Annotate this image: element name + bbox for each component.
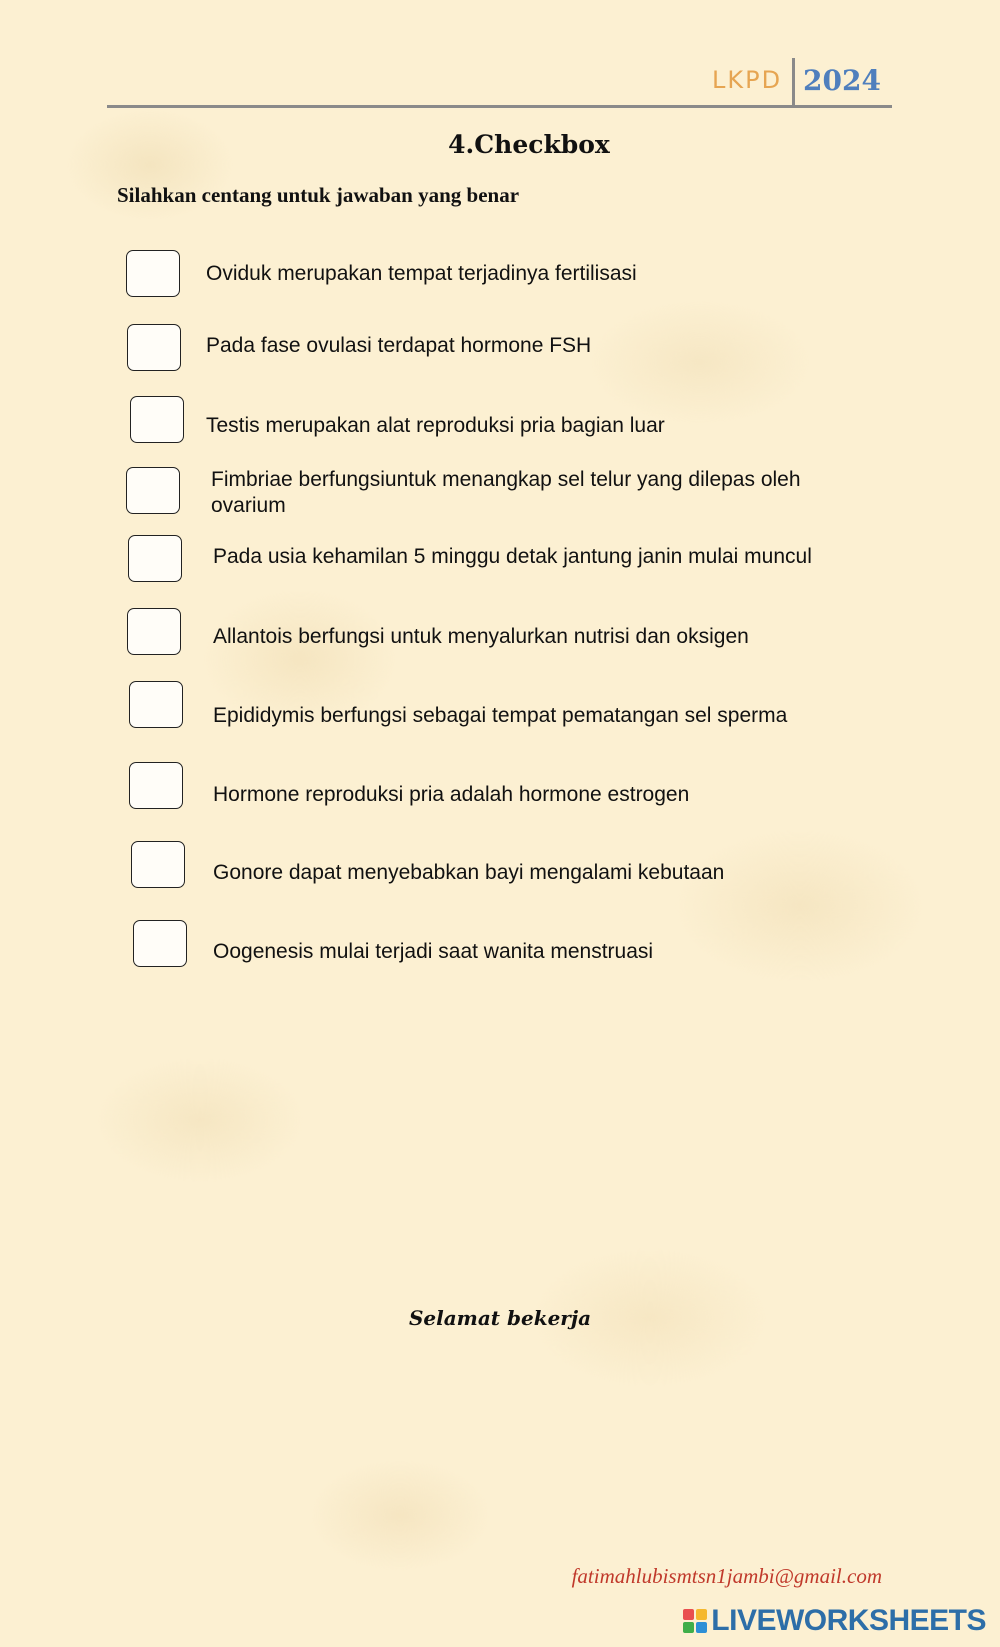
statement-text: Testis merupakan alat reproduksi pria bagian luar bbox=[206, 414, 665, 437]
header-year: 2024 bbox=[803, 64, 881, 97]
brand-name: LIVEWORKSHEETS bbox=[711, 1604, 986, 1637]
statement-text: Oviduk merupakan tempat terjadinya fertilisasi bbox=[206, 262, 637, 285]
statement-text: Epididymis berfungsi sebagai tempat pematangan sel sperma bbox=[213, 704, 788, 727]
answer-checkbox[interactable] bbox=[127, 324, 181, 371]
answer-checkbox[interactable] bbox=[130, 396, 184, 443]
brand-footer[interactable] bbox=[683, 1604, 986, 1638]
answer-checkbox[interactable] bbox=[127, 608, 181, 655]
statement-text: Hormone reproduksi pria adalah hormone estrogen bbox=[213, 783, 690, 806]
statement-text: Oogenesis mulai terjadi saat wanita menstruasi bbox=[213, 940, 654, 963]
answer-checkbox[interactable] bbox=[128, 535, 182, 582]
statement-text: Allantois berfungsi untuk menyalurkan nutrisi dan oksigen bbox=[213, 625, 749, 648]
answer-checkbox[interactable] bbox=[129, 762, 183, 809]
statement-text: Gonore dapat menyebabkan bayi mengalami kebutaan bbox=[213, 861, 725, 884]
answer-checkbox[interactable] bbox=[126, 250, 180, 297]
closing-text: Selamat bekerja bbox=[408, 1306, 592, 1330]
page-title: 4.Checkbox bbox=[448, 130, 610, 159]
author-email: fatimahlubismtsn1jambi@gmail.com bbox=[571, 1564, 882, 1588]
instruction-text: Silahkan centang untuk jawaban yang benar bbox=[117, 183, 520, 207]
header-rule bbox=[107, 105, 892, 108]
statement-text: Fimbriae berfungsiuntuk menangkap sel telur yang dilepas oleh ovarium bbox=[211, 468, 801, 517]
answer-checkbox[interactable] bbox=[133, 920, 187, 967]
statement-text: Pada fase ovulasi terdapat hormone FSH bbox=[206, 334, 592, 357]
liveworksheets-logo-icon bbox=[683, 1609, 707, 1633]
header-label: LKPD bbox=[712, 66, 783, 94]
header-divider bbox=[792, 58, 795, 106]
answer-checkbox[interactable] bbox=[126, 467, 180, 514]
statement-text: Pada usia kehamilan 5 minggu detak jantung janin mulai muncul bbox=[213, 545, 812, 568]
answer-checkbox[interactable] bbox=[131, 841, 185, 888]
answer-checkbox[interactable] bbox=[129, 681, 183, 728]
